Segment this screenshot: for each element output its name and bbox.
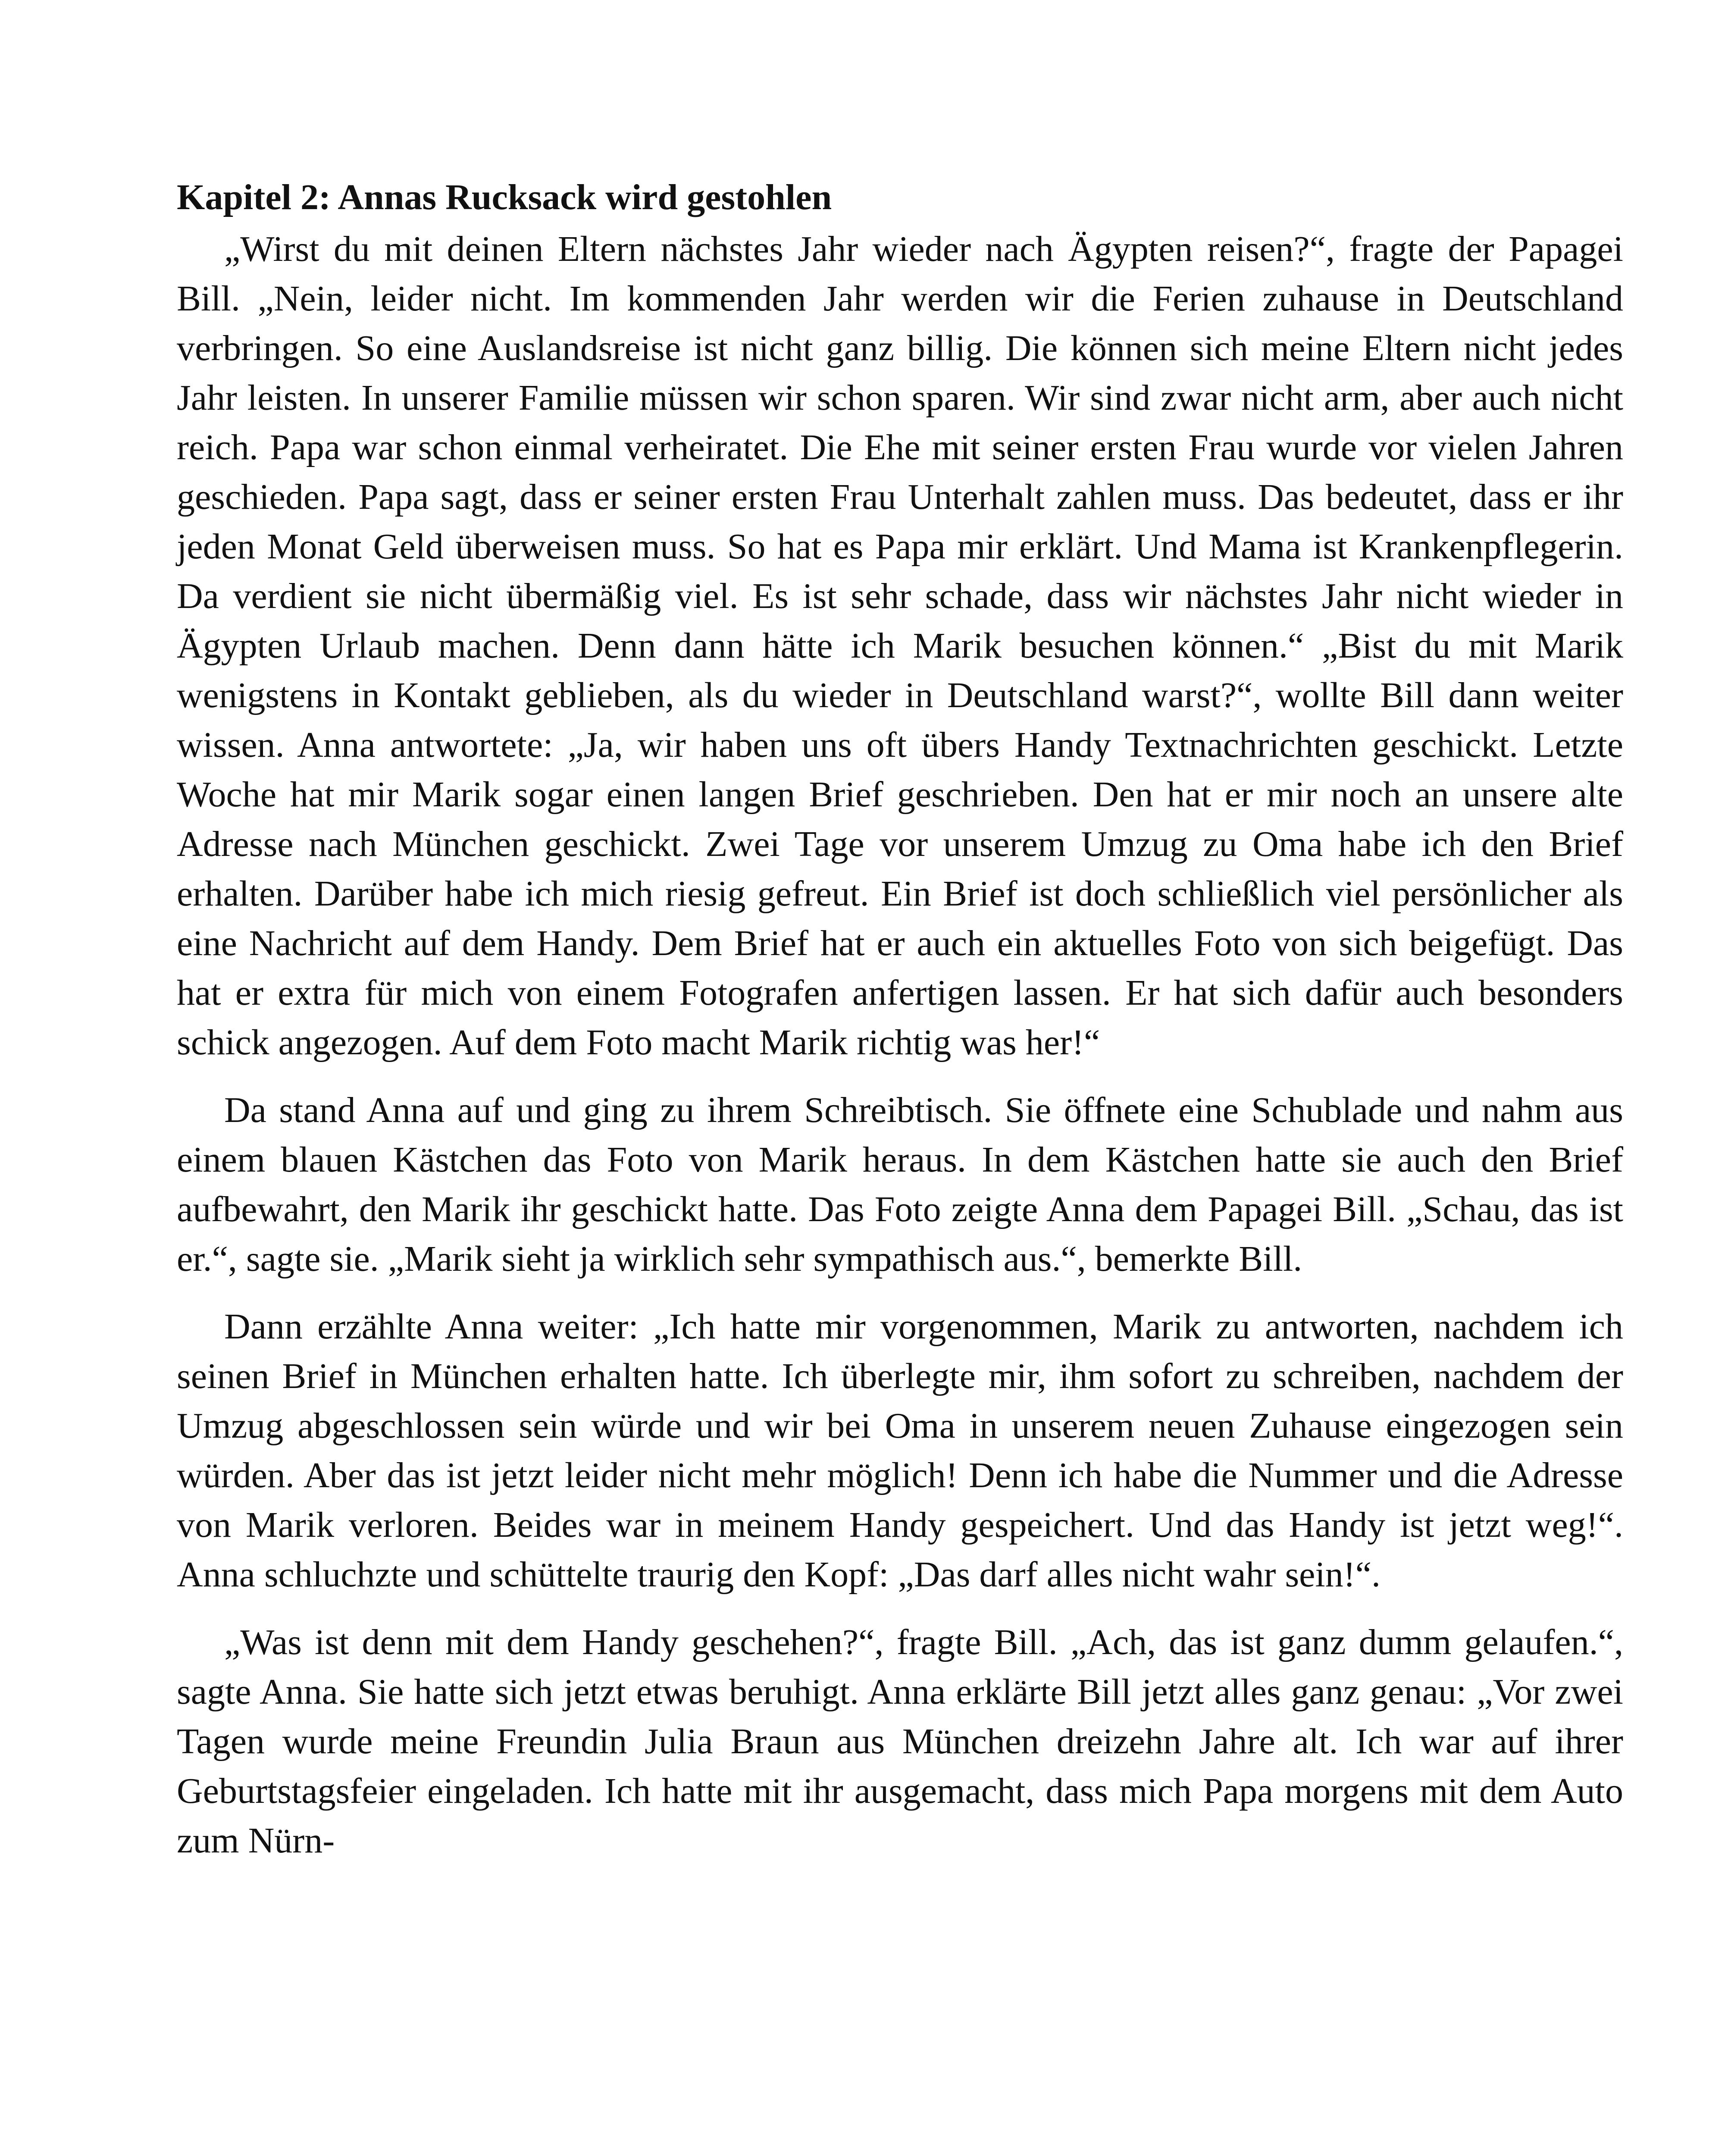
paragraph: „Was ist denn mit dem Handy geschehen?“, fragte Bill. „Ach, das ist ganz dumm gelaufen.“, sagte Anna. Sie hatte sich jetzt etwas beruhigt. Anna erklärte Bill jetzt alles ganz genau: „Vor zwei Tagen wurde meine Freundin Julia Braun aus München dreizehn Jahre alt. Ich war auf ihrer Geburtstagsfeier eingeladen. Ich hatte mit ihr ausgemacht, dass mich Papa morgens mit dem Auto zum Nürn- bbox=[177, 1622, 1623, 1861]
page-body bbox=[177, 170, 1623, 1883]
paragraph: Da stand Anna auf und ging zu ihrem Schreibtisch. Sie öffnete eine Schublade und nahm aus einem blauen Kästchen das Foto von Marik heraus. In dem Kästchen hatte sie auch den Brief aufbewahrt, den Marik ihr geschickt hatte. Das Foto zeigte Anna dem Papagei Bill. „Schau, das ist er.“, sagte sie. „Marik sieht ja wirklich sehr sympathisch aus.“, bemerkte Bill. bbox=[177, 1090, 1623, 1279]
chapter-title: Kapitel 2: Annas Rucksack wird gestohlen bbox=[177, 177, 832, 217]
paragraph: Dann erzählte Anna weiter: „Ich hatte mir vorgenommen, Marik zu antworten, nachdem ich seinen Brief in München erhalten hatte. Ich überlegte mir, ihm sofort zu schreiben, nachdem der Umzug abgeschlossen sein würde und wir bei Oma in unserem neuen Zuhause eingezogen sein würden. Aber das ist jetzt leider nicht mehr möglich! Denn ich habe die Nummer und die Adresse von Marik verloren. Beides war in meinem Handy gespeichert. Und das Handy ist jetzt weg!“. Anna schluchzte und schüttelte traurig den Kopf: „Das darf alles nicht wahr sein!“. bbox=[177, 1307, 1623, 1595]
paragraph: „Wirst du mit deinen Eltern nächstes Jahr wieder nach Ägypten reisen?“, fragte der Papagei Bill. „Nein, leider nicht. Im kommenden Jahr werden wir die Ferien zuhause in Deutschland verbringen. So eine Auslandsreise ist nicht ganz billig. Die können sich meine Eltern nicht jedes Jahr leisten. In unserer Familie müssen wir schon sparen. Wir sind zwar nicht arm, aber auch nicht reich. Papa war schon einmal verheiratet. Die Ehe mit seiner ersten Frau wurde vor vielen Jahren geschieden. Papa sagt, dass er seiner ersten Frau Unterhalt zahlen muss. Das bedeutet, dass er ihr jeden Monat Geld überweisen muss. So hat es Papa mir erklärt. Und Mama ist Krankenpflegerin. Da verdient sie nicht übermäßig viel. Es ist sehr schade, dass wir nächstes Jahr nicht wieder in Ägypten Urlaub machen. Denn dann hätte ich Marik besuchen können.“ „Bist du mit Marik wenigstens in Kontakt geblieben, als du wieder in Deutschland warst?“, wollte Bill dann weiter wissen. Anna antwortete: „Ja, wir haben uns oft übers Handy Textnachrichten geschickt. Letzte Woche hat mir Marik sogar einen langen Brief geschrieben. Den hat er mir noch an unsere alte Adresse nach München geschickt. Zwei Tage vor unserem Umzug zu Oma habe ich den Brief erhalten. Darüber habe ich mich riesig gefreut. Ein Brief ist doch schließlich viel persönlicher als eine Nachricht auf dem Handy. Dem Brief hat er auch ein aktuelles Foto von sich beigefügt. Das hat er extra für mich von einem Fotografen anfertigen lassen. Er hat sich dafür auch besonders schick angezogen. Auf dem Foto macht Marik richtig was her!“ bbox=[177, 229, 1623, 1062]
